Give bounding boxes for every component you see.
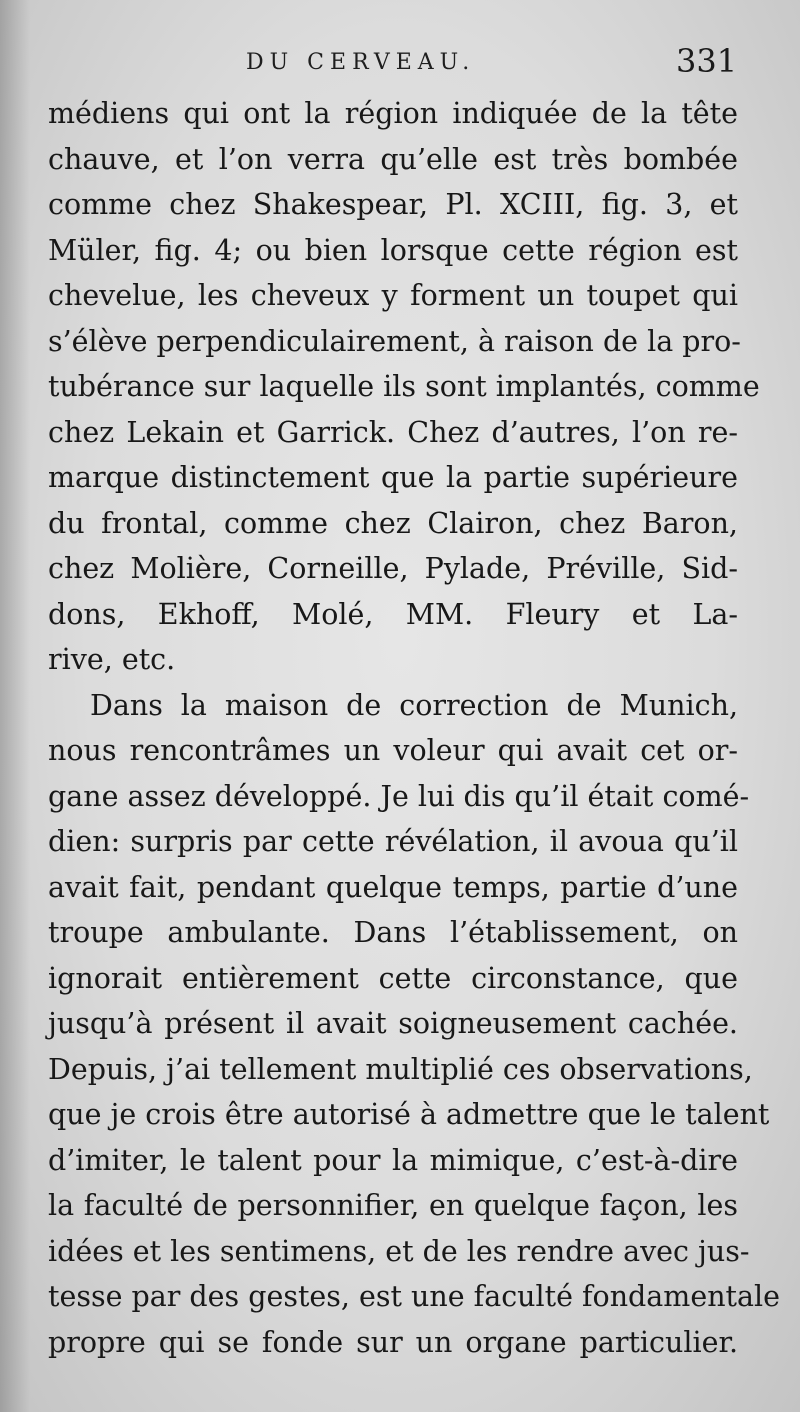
text-line: chez Lekain et Garrick. Chez d’autres, l’on re- [48,415,738,449]
text-line: jusqu’à présent il avait soigneusement cachée. [48,1007,738,1040]
text-line: chauve, et l’on verra qu’elle est très bombée [48,142,738,176]
text-line: médiens qui ont la région indiquée de la tête [48,97,738,130]
text-line: chez Molière, Corneille, Pylade, Préville, Sid- [48,552,738,585]
text-line: d’imiter, le talent pour la mimique, c’est-à-dire [48,1143,738,1177]
text-line: tesse par des gestes, est une faculté fondamentale [48,1280,780,1313]
text-line: que je crois être autorisé à admettre que le talent [48,1098,770,1131]
paragraph-first-line: Dans la maison de correction de Munich, [90,688,738,722]
page-number: 331 [676,42,738,80]
running-title: DU CERVEAU. [246,50,476,75]
body-text [48,91,780,1365]
running-head [0,42,800,82]
text-line: avait fait, pendant quelque temps, partie d’une [48,870,738,904]
paragraph-end-line: rive, etc. [48,643,176,676]
text-line: Müler, fig. 4; ou bien lorsque cette région est [48,233,738,267]
text-line: du frontal, comme chez Clairon, chez Baron, [48,506,738,540]
text-line: Depuis, j’ai tellement multiplié ces observations, [48,1052,753,1086]
text-line: gane assez développé. Je lui dis qu’il était comé- [48,779,750,813]
text-line: comme chez Shakespear, Pl. XCIII, fig. 3, et [48,188,738,221]
text-line: nous rencontrâmes un voleur qui avait cet or- [48,734,738,767]
text-line: troupe ambulante. Dans l’établissement, on [48,916,738,949]
text-line: dons, Ekhoff, Molé, MM. Fleury et La- [48,597,738,631]
text-line: idées et les sentimens, et de les rendre avec jus- [48,1234,750,1268]
text-line: dien: surpris par cette révélation, il avoua qu’il [48,825,738,858]
text-line: s’élève perpendiculairement, à raison de la pro- [48,324,741,358]
text-line: chevelue, les cheveux y forment un toupet qui [48,279,738,312]
text-line: marque distinctement que la partie supérieure [48,461,738,494]
text-line: la faculté de personnifier, en quelque façon, les [48,1189,738,1222]
text-line: ignorait entièrement cette circonstance, que [48,961,738,995]
text-line: tubérance sur laquelle ils sont implantés, comme [48,370,760,403]
text-line: propre qui se fonde sur un organe particulier. [48,1325,738,1359]
